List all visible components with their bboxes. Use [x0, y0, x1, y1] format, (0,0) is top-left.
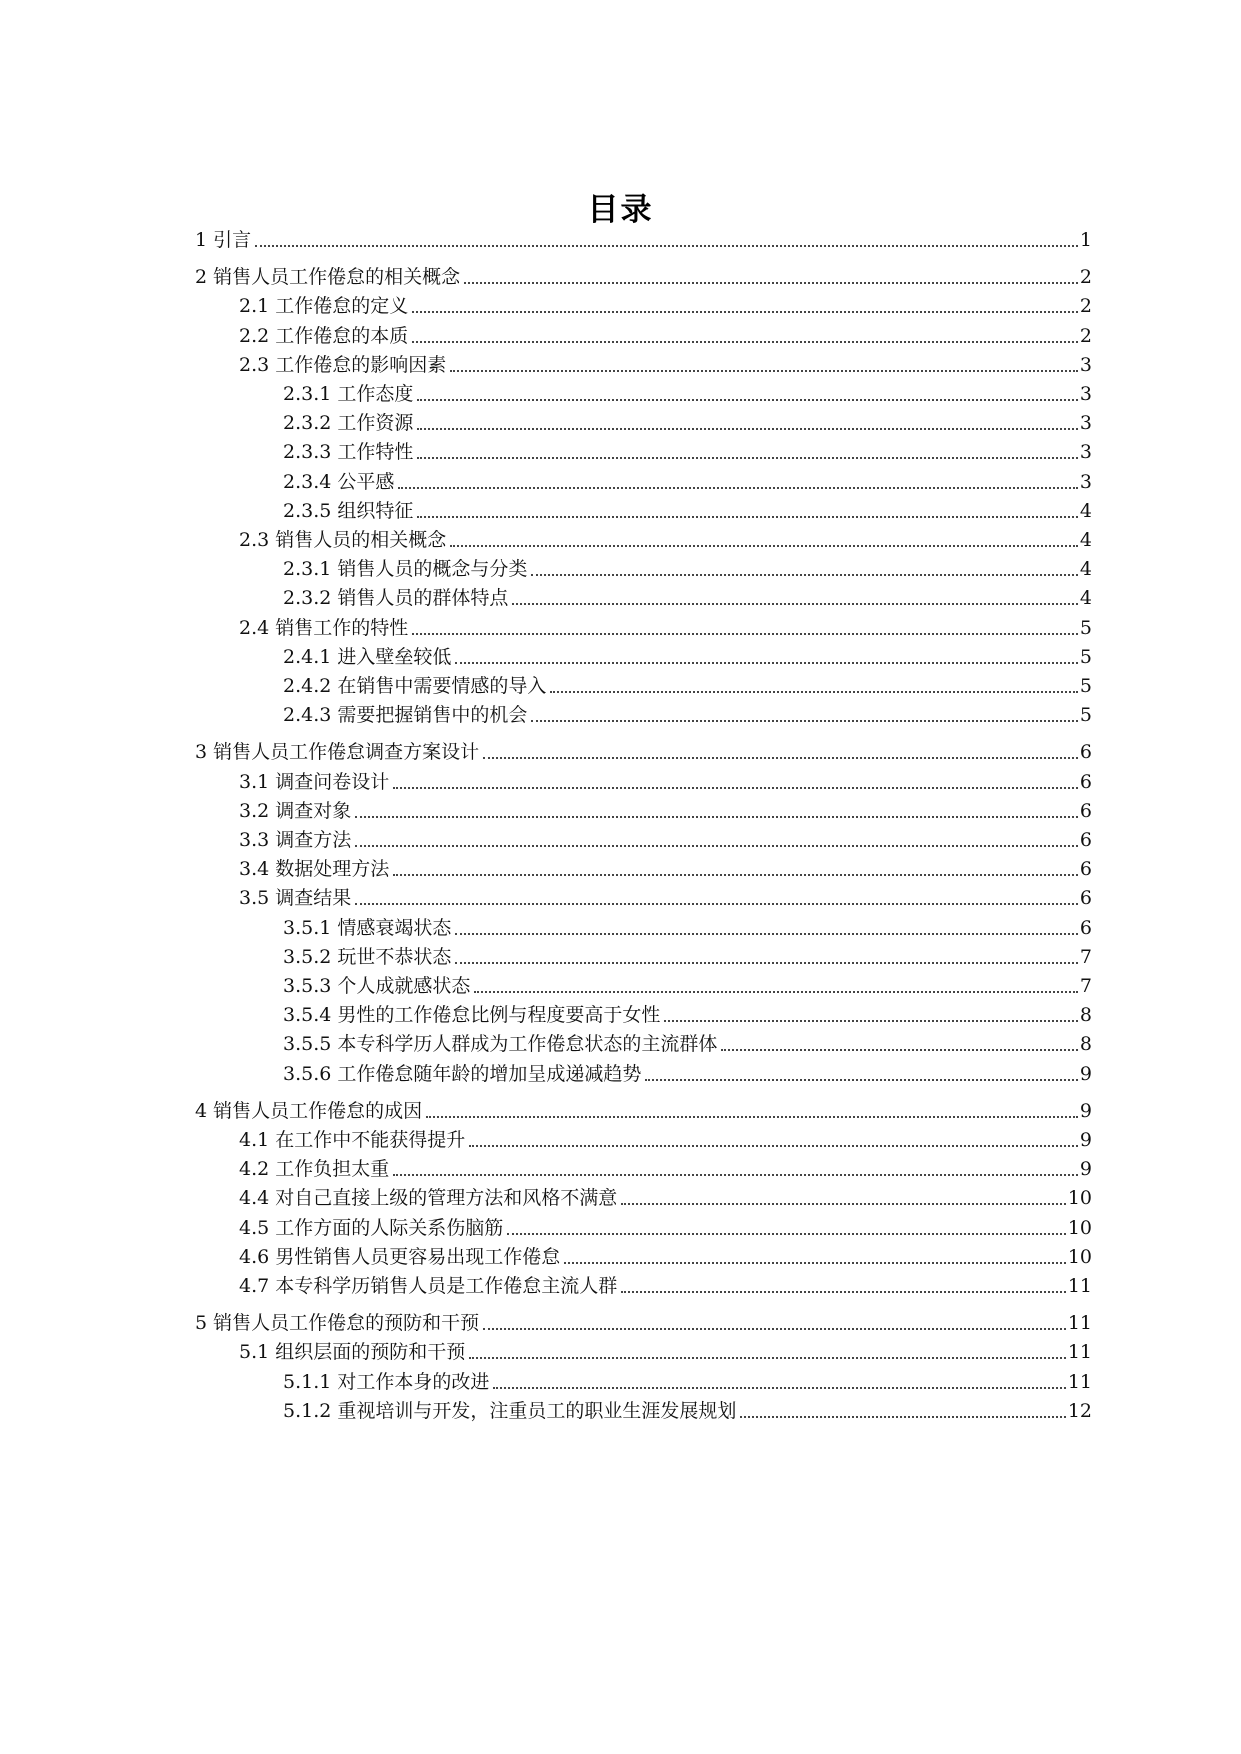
toc-entry[interactable] — [0, 496, 1092, 526]
dot-leader — [393, 787, 1078, 789]
toc-entry-page-number: 10 — [1067, 1246, 1092, 1268]
toc-entry-page-number: 11 — [1067, 1275, 1092, 1297]
toc-entry-title: 3.5.4 男性的工作倦怠比例与程度要高于女性 — [283, 1004, 661, 1026]
toc-entry-page-number: 6 — [1079, 917, 1092, 939]
toc-entry-title: 2 销售人员工作倦怠的相关概念 — [195, 266, 461, 288]
toc-entry-title: 2.3.4 公平感 — [283, 471, 395, 493]
dot-leader — [493, 1387, 1065, 1389]
toc-entry-title: 2.2 工作倦怠的本质 — [239, 325, 409, 347]
dot-leader — [483, 1328, 1066, 1330]
toc-entry-title: 5 销售人员工作倦怠的预防和干预 — [195, 1312, 480, 1334]
dot-leader — [721, 1049, 1078, 1051]
toc-entry-title: 2.4.2 在销售中需要情感的导入 — [283, 675, 547, 697]
toc-entry-page-number: 9 — [1079, 1100, 1092, 1122]
toc-entry[interactable] — [0, 225, 1092, 255]
toc-entry-title: 2.3.1 销售人员的概念与分类 — [283, 558, 528, 580]
dot-leader — [621, 1291, 1066, 1293]
toc-entry[interactable] — [0, 1337, 1092, 1367]
toc-entry-page-number: 4 — [1079, 500, 1092, 522]
dot-leader — [398, 487, 1078, 489]
dot-leader — [664, 1020, 1078, 1022]
toc-entry-page-number: 7 — [1079, 946, 1092, 968]
toc-entry-title: 2.3.1 工作态度 — [283, 383, 414, 405]
toc-entry[interactable] — [0, 796, 1092, 826]
dot-leader — [255, 245, 1078, 247]
toc-entry-title: 5.1.1 对工作本身的改进 — [283, 1371, 490, 1393]
toc-entry[interactable] — [0, 700, 1092, 730]
toc-entry-page-number: 5 — [1079, 617, 1092, 639]
toc-entry-page-number: 7 — [1079, 975, 1092, 997]
toc-entry-title: 2.4.3 需要把握销售中的机会 — [283, 704, 528, 726]
toc-entry-title: 2.3.5 组织特征 — [283, 500, 414, 522]
toc-entry[interactable] — [0, 525, 1092, 555]
toc-entry[interactable] — [0, 1183, 1092, 1213]
toc-entry-page-number: 2 — [1079, 325, 1092, 347]
toc-entry[interactable] — [0, 1242, 1092, 1272]
toc-entry-page-number: 10 — [1067, 1187, 1092, 1209]
toc-entry[interactable] — [0, 321, 1092, 351]
toc-entry-page-number: 5 — [1079, 704, 1092, 726]
toc-entry-title: 2.3.3 工作特性 — [283, 441, 414, 463]
toc-entry-page-number: 4 — [1079, 529, 1092, 551]
toc-entry-page-number: 2 — [1079, 266, 1092, 288]
toc-entry-page-number: 4 — [1079, 558, 1092, 580]
dot-leader — [417, 428, 1078, 430]
toc-entry[interactable] — [0, 883, 1092, 913]
dot-leader — [417, 516, 1078, 518]
dot-leader — [645, 1079, 1078, 1081]
toc-entry-page-number: 3 — [1079, 441, 1092, 463]
dot-leader — [469, 1145, 1078, 1147]
toc-entry-page-number: 9 — [1079, 1129, 1092, 1151]
dot-leader — [412, 341, 1078, 343]
toc-entry-title: 3.4 数据处理方法 — [239, 858, 390, 880]
toc-entry[interactable] — [0, 642, 1092, 672]
toc-entry-title: 3.5.2 玩世不恭状态 — [283, 946, 452, 968]
toc-entry-title: 2.4 销售工作的特性 — [239, 617, 409, 639]
toc-entry[interactable] — [0, 1059, 1092, 1089]
toc-entry-page-number: 4 — [1079, 587, 1092, 609]
toc-entry-title: 3.5.3 个人成就感状态 — [283, 975, 471, 997]
toc-entry-title: 3.5 调查结果 — [239, 887, 352, 909]
toc-entry[interactable] — [0, 379, 1092, 409]
toc-entry-title: 3.5.1 情感衰竭状态 — [283, 917, 452, 939]
toc-entry-page-number: 3 — [1079, 383, 1092, 405]
dot-leader — [483, 757, 1078, 759]
dot-leader — [355, 845, 1078, 847]
dot-leader — [512, 603, 1078, 605]
toc-entry[interactable] — [0, 737, 1092, 767]
dot-leader — [417, 399, 1078, 401]
toc-entry-page-number: 1 — [1079, 229, 1092, 251]
toc-entry-page-number: 6 — [1079, 741, 1092, 763]
toc-entry[interactable] — [0, 613, 1092, 643]
dot-leader — [455, 662, 1078, 664]
toc-entry[interactable] — [0, 1000, 1092, 1030]
toc-entry-title: 4.5 工作方面的人际关系伤脑筋 — [239, 1217, 504, 1239]
dot-leader — [412, 633, 1078, 635]
toc-entry[interactable] — [0, 408, 1092, 438]
toc-entry-page-number: 12 — [1067, 1400, 1092, 1422]
toc-entry[interactable] — [0, 467, 1092, 497]
dot-leader — [426, 1116, 1078, 1118]
toc-entry-title: 4 销售人员工作倦怠的成因 — [195, 1100, 423, 1122]
toc-entry-page-number: 6 — [1079, 829, 1092, 851]
toc-entry[interactable] — [0, 1367, 1092, 1397]
dot-leader — [393, 1174, 1078, 1176]
toc-entry-title: 3.2 调查对象 — [239, 800, 352, 822]
dot-leader — [464, 282, 1078, 284]
toc-entry-title: 3 销售人员工作倦怠调查方案设计 — [195, 741, 480, 763]
toc-entry-title: 2.3.2 销售人员的群体特点 — [283, 587, 509, 609]
dot-leader — [564, 1262, 1066, 1264]
toc-entry-page-number: 10 — [1067, 1217, 1092, 1239]
toc-entry[interactable] — [0, 913, 1092, 943]
toc-entry[interactable] — [0, 1096, 1092, 1126]
dot-leader — [740, 1416, 1065, 1418]
toc-entry[interactable] — [0, 825, 1092, 855]
toc-entry[interactable] — [0, 437, 1092, 467]
toc-entry-page-number: 6 — [1079, 800, 1092, 822]
dot-leader — [455, 933, 1078, 935]
toc-entry-title: 5.1 组织层面的预防和干预 — [239, 1341, 466, 1363]
toc-entry-page-number: 11 — [1067, 1341, 1092, 1363]
toc-entry-page-number: 5 — [1079, 675, 1092, 697]
toc-entry-title: 4.7 本专科学历销售人员是工作倦怠主流人群 — [239, 1275, 618, 1297]
dot-leader — [507, 1233, 1066, 1235]
dot-leader — [474, 991, 1078, 993]
toc-entry-title: 3.3 调查方法 — [239, 829, 352, 851]
toc-entry-title: 4.2 工作负担太重 — [239, 1158, 390, 1180]
toc-entry[interactable] — [0, 854, 1092, 884]
dot-leader — [417, 457, 1078, 459]
dot-leader — [469, 1357, 1066, 1359]
toc-entry[interactable] — [0, 262, 1092, 292]
toc-entry[interactable] — [0, 554, 1092, 584]
dot-leader — [393, 874, 1078, 876]
toc-entry-page-number: 9 — [1079, 1063, 1092, 1085]
toc-entry[interactable] — [0, 291, 1092, 321]
toc-entry-title: 2.3 销售人员的相关概念 — [239, 529, 447, 551]
toc-entry-page-number: 3 — [1079, 354, 1092, 376]
toc-entry-title: 3.1 调查问卷设计 — [239, 771, 390, 793]
toc-entry-page-number: 6 — [1079, 858, 1092, 880]
toc-entry[interactable] — [0, 350, 1092, 380]
toc-entry-page-number: 5 — [1079, 646, 1092, 668]
toc-entry[interactable] — [0, 971, 1092, 1001]
toc-entry-title: 2.4.1 进入壁垒较低 — [283, 646, 452, 668]
toc-entry[interactable] — [0, 583, 1092, 613]
toc-entry-page-number: 6 — [1079, 771, 1092, 793]
toc-entry[interactable] — [0, 1271, 1092, 1301]
toc-entry[interactable] — [0, 1029, 1092, 1059]
toc-entry-page-number: 3 — [1079, 412, 1092, 434]
toc-entry-title: 3.5.6 工作倦怠随年龄的增加呈成递减趋势 — [283, 1063, 642, 1085]
dot-leader — [450, 370, 1078, 372]
toc-entry-page-number: 11 — [1067, 1371, 1092, 1393]
toc-entry-page-number: 3 — [1079, 471, 1092, 493]
toc-entry-title: 2.1 工作倦怠的定义 — [239, 295, 409, 317]
toc-entry-page-number: 2 — [1079, 295, 1092, 317]
toc-entry-page-number: 6 — [1079, 887, 1092, 909]
dot-leader — [450, 545, 1078, 547]
toc-entry[interactable] — [0, 1154, 1092, 1184]
dot-leader — [355, 903, 1078, 905]
dot-leader — [550, 691, 1078, 693]
dot-leader — [621, 1203, 1066, 1205]
toc-entry-title: 1 引言 — [195, 229, 252, 251]
toc-entry[interactable] — [0, 1308, 1092, 1338]
toc-entry-title: 4.6 男性销售人员更容易出现工作倦怠 — [239, 1246, 561, 1268]
toc-entry-page-number: 9 — [1079, 1158, 1092, 1180]
dot-leader — [412, 311, 1078, 313]
toc-entry[interactable] — [0, 767, 1092, 797]
toc-entry[interactable] — [0, 942, 1092, 972]
toc-entry-page-number: 11 — [1067, 1312, 1092, 1334]
toc-title: 目录 — [587, 192, 654, 228]
toc-entry-title: 3.5.5 本专科学历人群成为工作倦怠状态的主流群体 — [283, 1033, 718, 1055]
toc-entry-title: 2.3 工作倦怠的影响因素 — [239, 354, 447, 376]
toc-entry-title: 4.4 对自己直接上级的管理方法和风格不满意 — [239, 1187, 618, 1209]
dot-leader — [531, 720, 1078, 722]
toc-entry[interactable] — [0, 1125, 1092, 1155]
dot-leader — [531, 574, 1078, 576]
dot-leader — [455, 962, 1078, 964]
toc-entry[interactable] — [0, 1213, 1092, 1243]
toc-entry[interactable] — [0, 671, 1092, 701]
toc-entry[interactable] — [0, 1396, 1092, 1426]
dot-leader — [355, 816, 1078, 818]
toc-entry-page-number: 8 — [1079, 1033, 1092, 1055]
toc-entry-title: 5.1.2 重视培训与开发，注重员工的职业生涯发展规划 — [283, 1400, 737, 1422]
toc-entry-title: 2.3.2 工作资源 — [283, 412, 414, 434]
toc-entry-page-number: 8 — [1079, 1004, 1092, 1026]
toc-entry-title: 4.1 在工作中不能获得提升 — [239, 1129, 466, 1151]
